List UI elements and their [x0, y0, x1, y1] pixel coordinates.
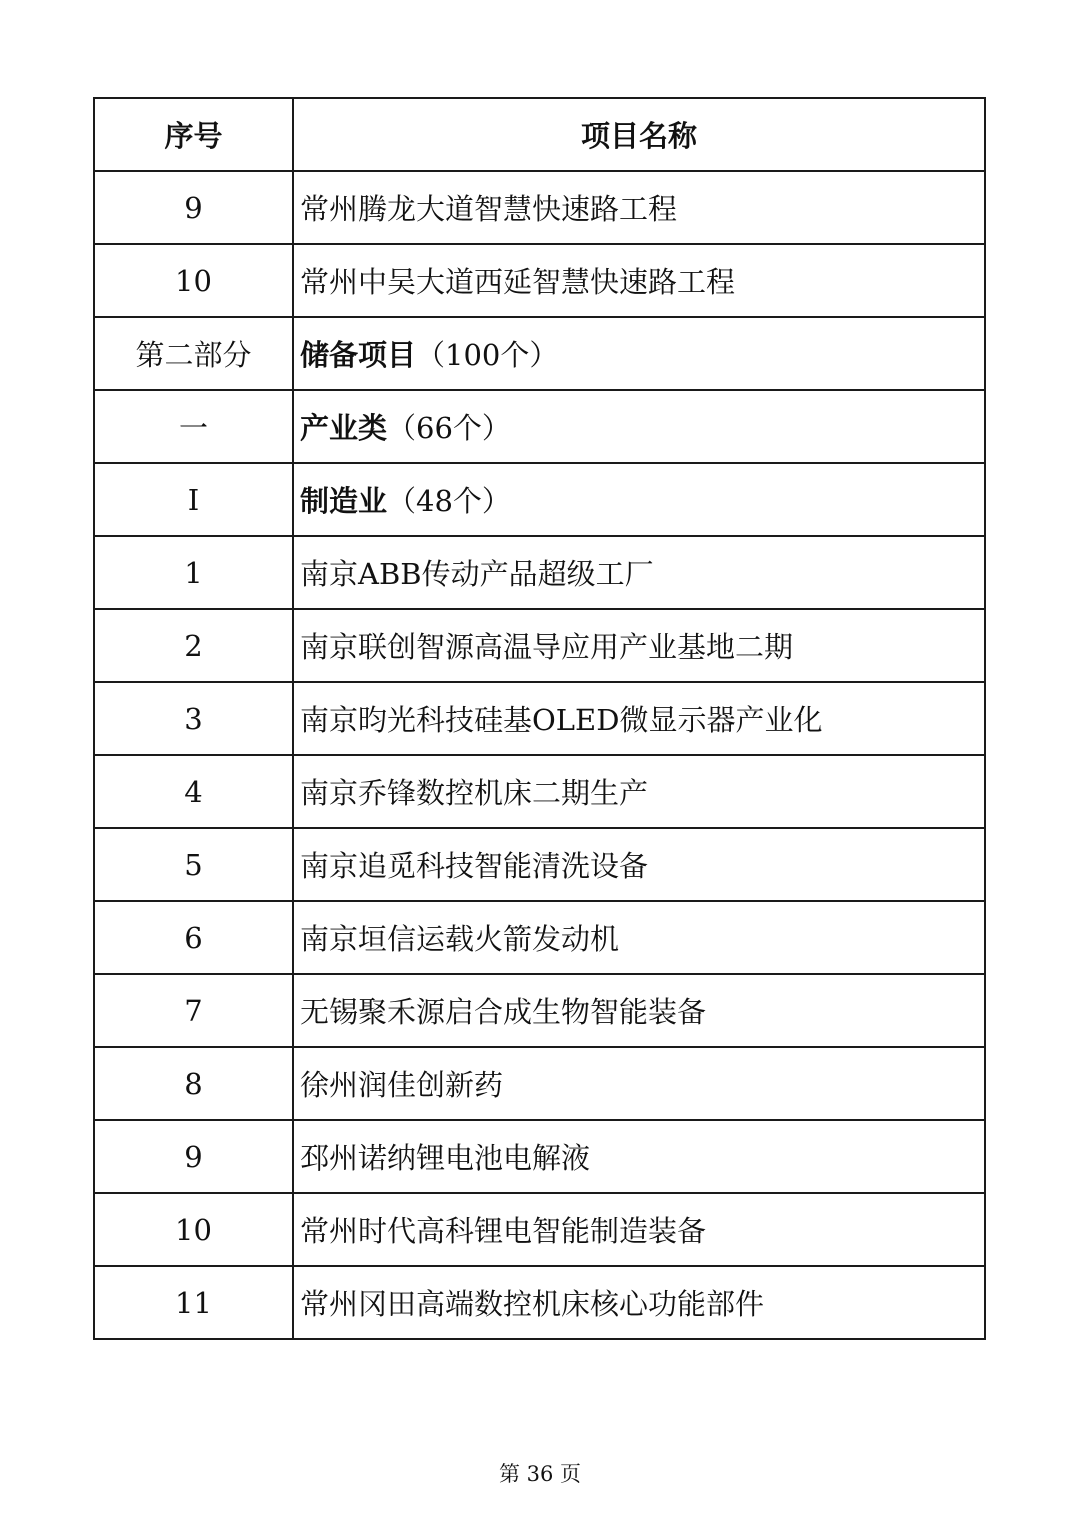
header-serial-number: 序号: [94, 98, 293, 171]
section-title: [293, 317, 985, 390]
section-title-text: 产业类: [300, 411, 388, 445]
table-row: [94, 682, 985, 755]
row-project-name: 邳州诺纳锂电池电解液: [293, 1120, 985, 1193]
row-project-name: 常州腾龙大道智慧快速路工程: [293, 171, 985, 244]
row-number: 2: [94, 609, 293, 682]
section-row-reserve-projects: [94, 317, 985, 390]
section-title: [293, 463, 985, 536]
row-project-name: 常州冈田高端数控机床核心功能部件: [293, 1266, 985, 1339]
section-title-text: 制造业: [300, 484, 388, 518]
section-count: （66个）: [387, 411, 511, 445]
row-number: 5: [94, 828, 293, 901]
table-row: [94, 536, 985, 609]
row-project-name: 南京乔锋数控机床二期生产: [293, 755, 985, 828]
section-row-manufacturing: [94, 463, 985, 536]
row-number: 6: [94, 901, 293, 974]
row-project-name: 常州中吴大道西延智慧快速路工程: [293, 244, 985, 317]
table-row: [94, 609, 985, 682]
page-number: 第 36 页: [498, 1462, 582, 1486]
row-number: 10: [94, 244, 293, 317]
row-number: 8: [94, 1047, 293, 1120]
row-project-name: 徐州润佳创新药: [293, 1047, 985, 1120]
table-row: [94, 828, 985, 901]
row-project-name: 南京昀光科技硅基OLED微显示器产业化: [293, 682, 985, 755]
section-number: 一: [94, 390, 293, 463]
row-number: 3: [94, 682, 293, 755]
row-number: 7: [94, 974, 293, 1047]
row-project-name: 南京追觅科技智能清洗设备: [293, 828, 985, 901]
row-project-name: 常州时代高科锂电智能制造装备: [293, 1193, 985, 1266]
section-title-text: 储备项目: [300, 338, 417, 372]
section-row-industry: [94, 390, 985, 463]
row-project-name: 南京ABB传动产品超级工厂: [293, 536, 985, 609]
table-row: [94, 1266, 985, 1339]
row-project-name: 南京联创智源高温导应用产业基地二期: [293, 609, 985, 682]
table-row: [94, 901, 985, 974]
row-project-name: 南京垣信运载火箭发动机: [293, 901, 985, 974]
row-project-name: 无锡聚禾源启合成生物智能装备: [293, 974, 985, 1047]
table-row: [94, 1193, 985, 1266]
section-number: 第二部分: [94, 317, 293, 390]
row-number: 9: [94, 171, 293, 244]
table-row: [94, 1120, 985, 1193]
table-header-row: [94, 98, 985, 171]
table-row: [94, 244, 985, 317]
row-number: 4: [94, 755, 293, 828]
row-number: 11: [94, 1266, 293, 1339]
project-table: [93, 97, 986, 1340]
table-row: [94, 1047, 985, 1120]
table-row: [94, 171, 985, 244]
section-count: （100个）: [416, 338, 559, 372]
table-row: [94, 974, 985, 1047]
section-count: （48个）: [387, 484, 511, 518]
section-title: [293, 390, 985, 463]
header-project-name: 项目名称: [293, 98, 985, 171]
row-number: 10: [94, 1193, 293, 1266]
table-row: [94, 755, 985, 828]
row-number: 9: [94, 1120, 293, 1193]
section-number: I: [94, 463, 293, 536]
row-number: 1: [94, 536, 293, 609]
